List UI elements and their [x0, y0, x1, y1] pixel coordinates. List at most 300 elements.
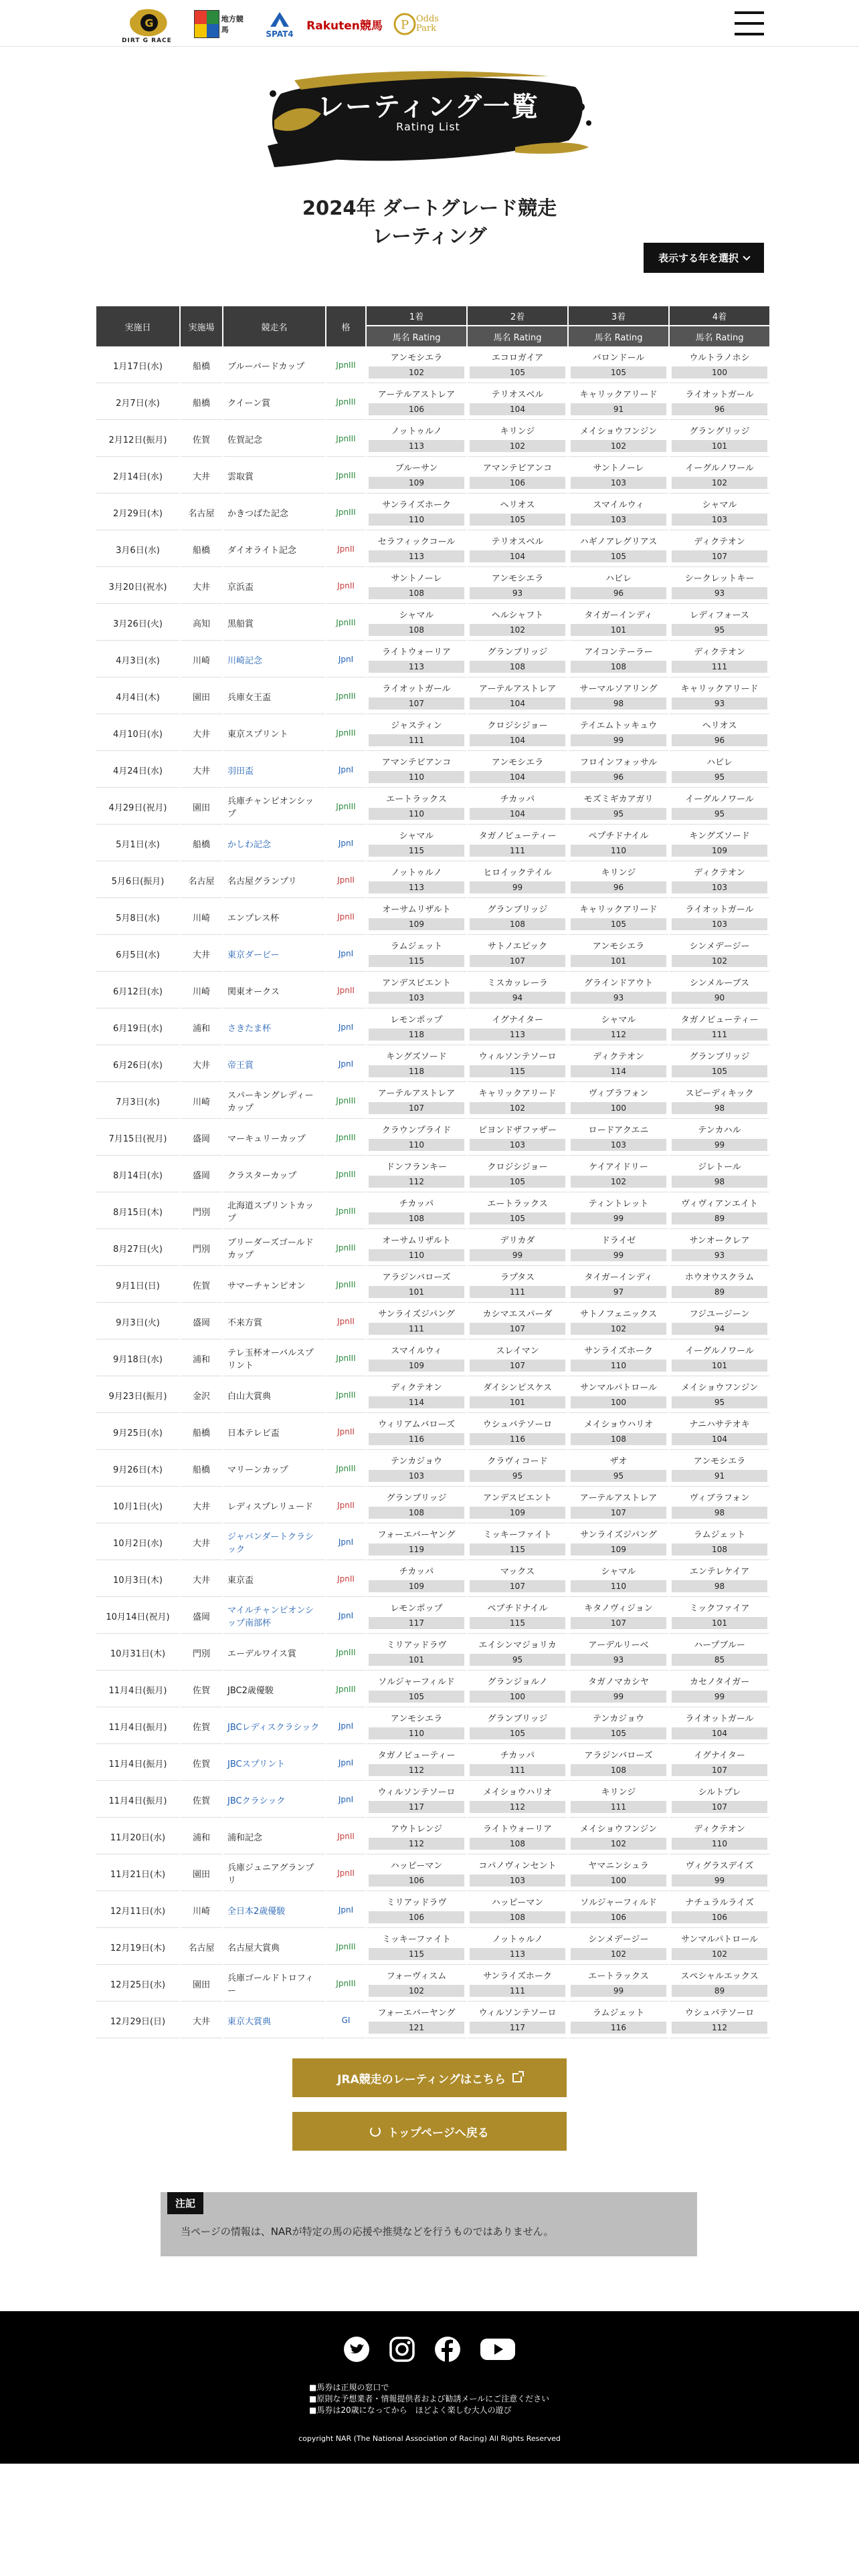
horse-rating: 96 — [571, 771, 666, 783]
race-venue: 大井 — [181, 568, 222, 604]
race-date: 5月6日(振月) — [96, 863, 179, 898]
placing-cell — [569, 1966, 668, 2002]
hamburger-menu-icon[interactable] — [735, 11, 764, 35]
race-name: ブリーダーズゴールドカップ — [227, 1238, 314, 1261]
year-select-label: 表示する年を選択 — [658, 252, 739, 264]
horse-name: ナニハサテオキ — [689, 1420, 750, 1430]
horse-name: ディクテオン — [694, 1824, 745, 1834]
placing-cell — [670, 899, 769, 935]
placing-cell — [670, 973, 769, 1008]
race-venue: 園田 — [181, 789, 222, 825]
horse-name: アーテルアストレア — [579, 1493, 658, 1503]
horse-rating: 96 — [672, 734, 767, 746]
horse-name: サンマルパトロール — [580, 1383, 657, 1393]
placing-cell — [468, 348, 567, 383]
race-venue: 大井 — [181, 716, 222, 751]
chevron-down-icon — [743, 253, 750, 260]
race-name-link[interactable]: さきたま杯 — [227, 1023, 272, 1034]
placing-cell — [569, 495, 668, 530]
horse-name: ミッキーファイト — [382, 1935, 451, 1945]
horse-name: ハギノアレグリアス — [579, 537, 658, 547]
horse-name: ソルジャーフィルド — [580, 1898, 657, 1908]
horse-rating: 105 — [470, 1212, 565, 1224]
placing-cell — [569, 1525, 668, 1560]
race-date: 11月4日(振月) — [96, 1782, 179, 1818]
table-row — [96, 348, 769, 383]
race-name: サマーチャンピオン — [227, 1281, 306, 1291]
horse-rating: 109 — [470, 1507, 565, 1519]
placing-cell — [569, 2003, 668, 2038]
race-name-cell — [223, 863, 325, 898]
race-grade: JpnIII — [326, 716, 365, 751]
race-name: 白山大賞典 — [227, 1391, 272, 1402]
race-venue: 盛岡 — [181, 1598, 222, 1634]
instagram-icon[interactable] — [387, 2334, 417, 2365]
horse-name: スマイルウィ — [593, 500, 644, 510]
race-venue: 船橋 — [181, 1451, 222, 1487]
horse-name: シンメデージー — [588, 1935, 649, 1945]
placing-cell — [367, 1230, 466, 1266]
placing-cell — [670, 1819, 769, 1854]
placing-cell — [367, 642, 466, 677]
horse-rating: 121 — [369, 2022, 464, 2034]
horse-name: ミリアッドラヴ — [386, 1640, 447, 1650]
race-grade: JpnI — [326, 1745, 365, 1781]
table-row — [96, 863, 769, 898]
race-name-link[interactable]: ジャパンダートクラシック — [227, 1532, 314, 1555]
table-row — [96, 1525, 769, 1560]
race-venue: 川崎 — [181, 1083, 222, 1119]
horse-name: グランジョルノ — [487, 1677, 548, 1687]
race-grade: JpnI — [326, 1525, 365, 1560]
race-name-cell — [223, 752, 325, 788]
race-venue: 大井 — [181, 752, 222, 788]
race-name-cell — [223, 716, 325, 751]
race-name-cell — [223, 568, 325, 604]
race-venue: 大井 — [181, 1047, 222, 1082]
horse-rating: 107 — [369, 697, 464, 710]
horse-name: ライオットガール — [685, 905, 754, 915]
horse-name: ホウオウスクラム — [684, 1273, 755, 1283]
race-venue: 船橋 — [181, 348, 222, 383]
placing-cell — [468, 1230, 567, 1266]
table-row — [96, 642, 769, 677]
horse-rating: 101 — [369, 1286, 464, 1298]
race-name-cell — [223, 679, 325, 714]
horse-name: オーサムリザルト — [382, 1236, 451, 1246]
table-row — [96, 1194, 769, 1229]
placing-cell — [569, 385, 668, 420]
horse-rating: 112 — [369, 1176, 464, 1188]
placing-cell — [367, 1856, 466, 1891]
race-name-cell — [223, 1341, 325, 1376]
race-name-link[interactable]: JBCクラシック — [227, 1796, 286, 1806]
horse-rating: 99 — [571, 734, 666, 746]
table-row — [96, 1230, 769, 1266]
horse-rating: 104 — [672, 1727, 767, 1739]
svg-text:P: P — [400, 18, 409, 32]
placing-cell — [367, 1709, 466, 1744]
race-venue: 川崎 — [181, 642, 222, 677]
horse-name: テリオスベル — [491, 537, 544, 547]
horse-rating: 118 — [369, 1029, 464, 1041]
race-grade: JpnIII — [326, 495, 365, 530]
placing-cell — [569, 1672, 668, 1707]
horse-rating: 105 — [571, 550, 666, 562]
placing-cell — [367, 1745, 466, 1781]
race-name: 日本テレビ盃 — [227, 1428, 280, 1438]
race-name-link[interactable]: 帝王賞 — [227, 1060, 254, 1071]
horse-name: カセノタイガー — [689, 1677, 750, 1687]
placing-cell — [468, 826, 567, 861]
race-date: 6月12日(水) — [96, 973, 179, 1008]
race-name-cell — [223, 1120, 325, 1156]
horse-name: ザオ — [609, 1457, 628, 1467]
placing-cell — [468, 1488, 567, 1523]
horse-rating: 104 — [470, 734, 565, 746]
race-name-link[interactable]: 羽田盃 — [227, 766, 254, 776]
horse-name: ヤマニンシュラ — [588, 1861, 649, 1871]
horse-rating: 115 — [369, 1948, 464, 1960]
placing-cell — [367, 1120, 466, 1156]
horse-rating: 108 — [369, 587, 464, 599]
table-row — [96, 973, 769, 1008]
race-name-cell — [223, 1745, 325, 1781]
race-name-cell — [223, 1525, 325, 1560]
placing-cell — [569, 789, 668, 825]
race-name-cell — [223, 1451, 325, 1487]
table-row — [96, 1378, 769, 1413]
placing-cell — [468, 605, 567, 641]
horse-rating: 95 — [571, 1470, 666, 1482]
placing-cell — [468, 1451, 567, 1487]
table-row — [96, 1341, 769, 1376]
race-name-cell — [223, 1047, 325, 1082]
horse-rating: 101 — [571, 955, 666, 967]
placing-cell — [670, 789, 769, 825]
race-name-cell — [223, 495, 325, 530]
horse-name: アンモシエラ — [491, 758, 544, 768]
jra-rating-button-label: JRA競走のレーティングはこちら — [337, 2072, 506, 2086]
back-to-top-button[interactable] — [292, 2112, 567, 2151]
twitter-icon[interactable] — [341, 2334, 372, 2365]
spat4-logo[interactable] — [260, 7, 300, 41]
placing-cell — [670, 1414, 769, 1450]
col-header-race: 競走名 — [223, 306, 325, 346]
horse-rating: 104 — [470, 403, 565, 415]
horse-rating: 85 — [672, 1654, 767, 1666]
horse-rating: 95 — [672, 1396, 767, 1408]
horse-rating: 105 — [571, 366, 666, 379]
horse-rating: 89 — [672, 1212, 767, 1224]
table-row — [96, 1120, 769, 1156]
placing-cell — [367, 973, 466, 1008]
horse-rating: 101 — [672, 1617, 767, 1629]
odds-park-logo[interactable] — [391, 7, 452, 41]
placing-cell — [367, 1929, 466, 1965]
race-name-link[interactable]: 川崎記念 — [227, 655, 263, 666]
rakuten-keiba-logo[interactable] — [308, 7, 381, 41]
horse-name: タガノビューティー — [680, 1015, 759, 1025]
horse-name: ウィリアムバローズ — [378, 1420, 455, 1430]
horse-name: ケイアイドリー — [589, 1162, 648, 1172]
horse-name: サントノーレ — [593, 463, 644, 473]
horse-name: エートラックス — [588, 1971, 649, 1981]
race-name-cell — [223, 1709, 325, 1744]
race-name-cell — [223, 642, 325, 677]
horse-rating: 99 — [672, 1139, 767, 1151]
horse-name: エコロガイア — [491, 353, 544, 363]
horse-name: アンモシエラ — [693, 1457, 746, 1467]
placing-cell — [670, 568, 769, 604]
placing-cell — [670, 1010, 769, 1045]
placing-cell — [569, 1414, 668, 1450]
race-name-link[interactable]: 東京ダービー — [227, 950, 280, 960]
horse-name: イーグルノワール — [685, 463, 754, 473]
refresh-icon — [370, 2126, 381, 2137]
placing-cell — [367, 679, 466, 714]
placing-cell — [468, 2003, 567, 2038]
horse-rating: 104 — [470, 808, 565, 820]
horse-rating: 101 — [470, 1396, 565, 1408]
horse-name: テイエムトッキュウ — [579, 721, 658, 731]
horse-rating: 106 — [571, 1911, 666, 1923]
race-date: 4月24日(水) — [96, 752, 179, 788]
race-name-link[interactable]: JBCスプリント — [227, 1759, 286, 1769]
race-name-cell — [223, 1304, 325, 1339]
race-date: 2月7日(水) — [96, 385, 179, 420]
placing-cell — [569, 899, 668, 935]
race-venue: 門別 — [181, 1230, 222, 1266]
placing-cell — [569, 1635, 668, 1671]
race-name-link[interactable]: かしわ記念 — [227, 839, 272, 850]
race-date: 12月25日(水) — [96, 1966, 179, 2002]
placing-cell — [670, 458, 769, 494]
page-heading — [201, 194, 658, 250]
horse-rating: 115 — [369, 955, 464, 967]
race-name-link[interactable]: 全日本2歳優駿 — [227, 1906, 286, 1917]
horse-name: タガノビューティー — [478, 831, 557, 841]
horse-rating: 100 — [571, 1396, 666, 1408]
horse-rating: 105 — [571, 918, 666, 930]
race-grade: JpnII — [326, 1488, 365, 1523]
placing-cell — [569, 1230, 668, 1266]
race-name-cell — [223, 1672, 325, 1707]
horse-name: スペシャルエックス — [680, 1971, 759, 1981]
horse-rating: 93 — [470, 587, 565, 599]
horse-name: メイショウハリオ — [482, 1788, 553, 1798]
table-row — [96, 826, 769, 861]
horse-rating: 116 — [571, 2022, 666, 2034]
horse-rating: 108 — [470, 918, 565, 930]
race-name-cell — [223, 1598, 325, 1634]
race-venue: 高知 — [181, 605, 222, 641]
table-row — [96, 568, 769, 604]
placing-cell — [468, 1782, 567, 1818]
horse-rating: 105 — [470, 1176, 565, 1188]
race-name-cell — [223, 1782, 325, 1818]
table-row — [96, 716, 769, 751]
race-date: 11月20日(水) — [96, 1819, 179, 1854]
placing-cell — [468, 642, 567, 677]
race-name-link[interactable]: JBCレディスクラシック — [227, 1722, 320, 1733]
horse-rating: 115 — [369, 845, 464, 857]
race-date: 12月29日(日) — [96, 2003, 179, 2038]
race-name: 関東オークス — [227, 986, 280, 997]
rakuten-keiba-logo-text: Rakuten競馬 — [306, 19, 383, 33]
year-select-button[interactable] — [644, 243, 764, 273]
horse-name: スマイルウィ — [391, 1346, 442, 1356]
horse-rating: 98 — [571, 697, 666, 710]
odds-park-logo-text: Odds Park — [416, 14, 439, 33]
horse-name: グラインドアウト — [583, 978, 654, 988]
placing-cell — [670, 1893, 769, 1928]
horse-rating: 101 — [369, 1654, 464, 1666]
horse-rating: 115 — [470, 1065, 565, 1077]
horse-name: マックス — [500, 1567, 535, 1577]
race-date: 10月2日(水) — [96, 1525, 179, 1560]
race-venue: 佐賀 — [181, 1782, 222, 1818]
race-name-link[interactable]: 東京大賞典 — [227, 2016, 272, 2027]
horse-name: アウトレンジ — [390, 1824, 443, 1834]
horse-rating: 99 — [470, 1249, 565, 1261]
horse-name: ヒロイックテイル — [483, 868, 552, 878]
horse-name: チカッパ — [399, 1567, 434, 1577]
horse-rating: 100 — [672, 366, 767, 379]
horse-rating: 103 — [470, 1139, 565, 1151]
placing-cell — [569, 1267, 668, 1303]
placing-cell — [468, 1378, 567, 1413]
horse-name: サーマルソアリング — [579, 684, 658, 694]
placing-cell — [367, 1672, 466, 1707]
placing-cell — [367, 1488, 466, 1523]
horse-name: メイショウハリオ — [583, 1420, 654, 1430]
horse-name: アーテルアストレア — [478, 684, 557, 694]
placing-cell — [468, 1304, 567, 1339]
placing-cell — [367, 385, 466, 420]
horse-name: ディクテオン — [694, 868, 745, 878]
placing-cell — [367, 752, 466, 788]
placing-cell — [367, 1378, 466, 1413]
placing-cell — [569, 532, 668, 567]
horse-rating: 107 — [672, 1764, 767, 1776]
youtube-icon[interactable] — [478, 2334, 518, 2365]
placing-cell — [670, 1451, 769, 1487]
horse-rating: 103 — [571, 1139, 666, 1151]
placing-cell — [670, 1856, 769, 1891]
race-name-link[interactable]: マイルチャンピオンシップ南部杯 — [227, 1606, 314, 1628]
horse-name: ビヨンドザファザー — [478, 1125, 557, 1136]
race-venue: 川崎 — [181, 973, 222, 1008]
horse-name: クラヴィコード — [487, 1457, 548, 1467]
placing-cell — [569, 973, 668, 1008]
race-grade: JpnI — [326, 1782, 365, 1818]
race-venue: 船橋 — [181, 385, 222, 420]
race-date: 10月3日(木) — [96, 1562, 179, 1597]
horse-rating: 110 — [369, 771, 464, 783]
col-header-1st: 1着 — [367, 306, 466, 325]
placing-cell — [367, 1819, 466, 1854]
race-name: 兵庫チャンピオンシップ — [227, 796, 314, 819]
horse-name: セラフィックコール — [377, 537, 456, 547]
race-date: 5月1日(水) — [96, 826, 179, 861]
jra-rating-button[interactable] — [292, 2058, 567, 2097]
placing-cell — [569, 1819, 668, 1854]
race-date: 9月3日(火) — [96, 1304, 179, 1339]
horse-rating: 108 — [571, 1433, 666, 1445]
chihou-keiba-logo[interactable] — [194, 7, 248, 41]
horse-name: ジレトール — [698, 1162, 741, 1172]
horse-name: ハビレ — [605, 574, 632, 584]
placing-cell — [468, 1010, 567, 1045]
race-date: 5月8日(水) — [96, 899, 179, 935]
horse-rating: 112 — [470, 1801, 565, 1813]
horse-name: シルトプレ — [698, 1788, 741, 1798]
horse-name: シークレットキー — [684, 574, 755, 584]
back-to-top-button-label: トップページへ戻る — [387, 2126, 489, 2140]
horse-rating: 93 — [672, 587, 767, 599]
horse-rating: 117 — [369, 1801, 464, 1813]
placing-cell — [670, 385, 769, 420]
horse-name: ロードアクエニ — [588, 1125, 649, 1136]
rating-table — [95, 305, 771, 2040]
race-date: 12月11日(水) — [96, 1893, 179, 1928]
horse-name: メイショウフンジン — [579, 1824, 658, 1834]
table-row — [96, 899, 769, 935]
placing-cell — [468, 532, 567, 567]
race-venue: 佐賀 — [181, 1672, 222, 1707]
horse-rating: 109 — [571, 1543, 666, 1555]
race-name-cell — [223, 1635, 325, 1671]
horse-rating: 116 — [369, 1433, 464, 1445]
race-grade: JpnII — [326, 1304, 365, 1339]
placing-cell — [569, 1893, 668, 1928]
horse-name: グランブリッジ — [487, 1714, 548, 1724]
placing-cell — [670, 1782, 769, 1818]
race-name: 名古屋大賞典 — [227, 1943, 280, 1953]
placing-cell — [468, 1635, 567, 1671]
placing-cell — [569, 752, 668, 788]
race-venue: 大井 — [181, 458, 222, 494]
horse-rating: 107 — [470, 955, 565, 967]
horse-name: ヴィブラフォン — [588, 1089, 649, 1099]
placing-cell — [468, 1194, 567, 1229]
placing-cell — [670, 1929, 769, 1965]
race-venue: 金沢 — [181, 1378, 222, 1413]
race-date: 9月1日(日) — [96, 1267, 179, 1303]
placing-cell — [367, 421, 466, 457]
placing-cell — [569, 458, 668, 494]
horse-name: スピーディキック — [685, 1089, 754, 1099]
footer-notice-line: ■馬券は正規の窓口で — [309, 2383, 389, 2392]
horse-rating: 110 — [369, 1249, 464, 1261]
horse-name: アラジンバローズ — [584, 1751, 653, 1761]
placing-cell — [569, 936, 668, 972]
race-date: 9月25日(水) — [96, 1414, 179, 1450]
dirt-grace-logo[interactable] — [118, 7, 179, 44]
placing-cell — [670, 1304, 769, 1339]
horse-name: ミッキーファイト — [483, 1530, 552, 1540]
horse-rating: 117 — [470, 2022, 565, 2034]
horse-rating: 103 — [672, 918, 767, 930]
race-grade: JpnII — [326, 532, 365, 567]
horse-name: ヴィグラスデイズ — [685, 1861, 754, 1871]
horse-name: ノットゥルノ — [492, 1935, 543, 1945]
horse-name: ペプチドナイル — [487, 1604, 548, 1614]
placing-cell — [468, 1893, 567, 1928]
facebook-icon[interactable] — [432, 2334, 463, 2365]
horse-rating: 113 — [369, 550, 464, 562]
